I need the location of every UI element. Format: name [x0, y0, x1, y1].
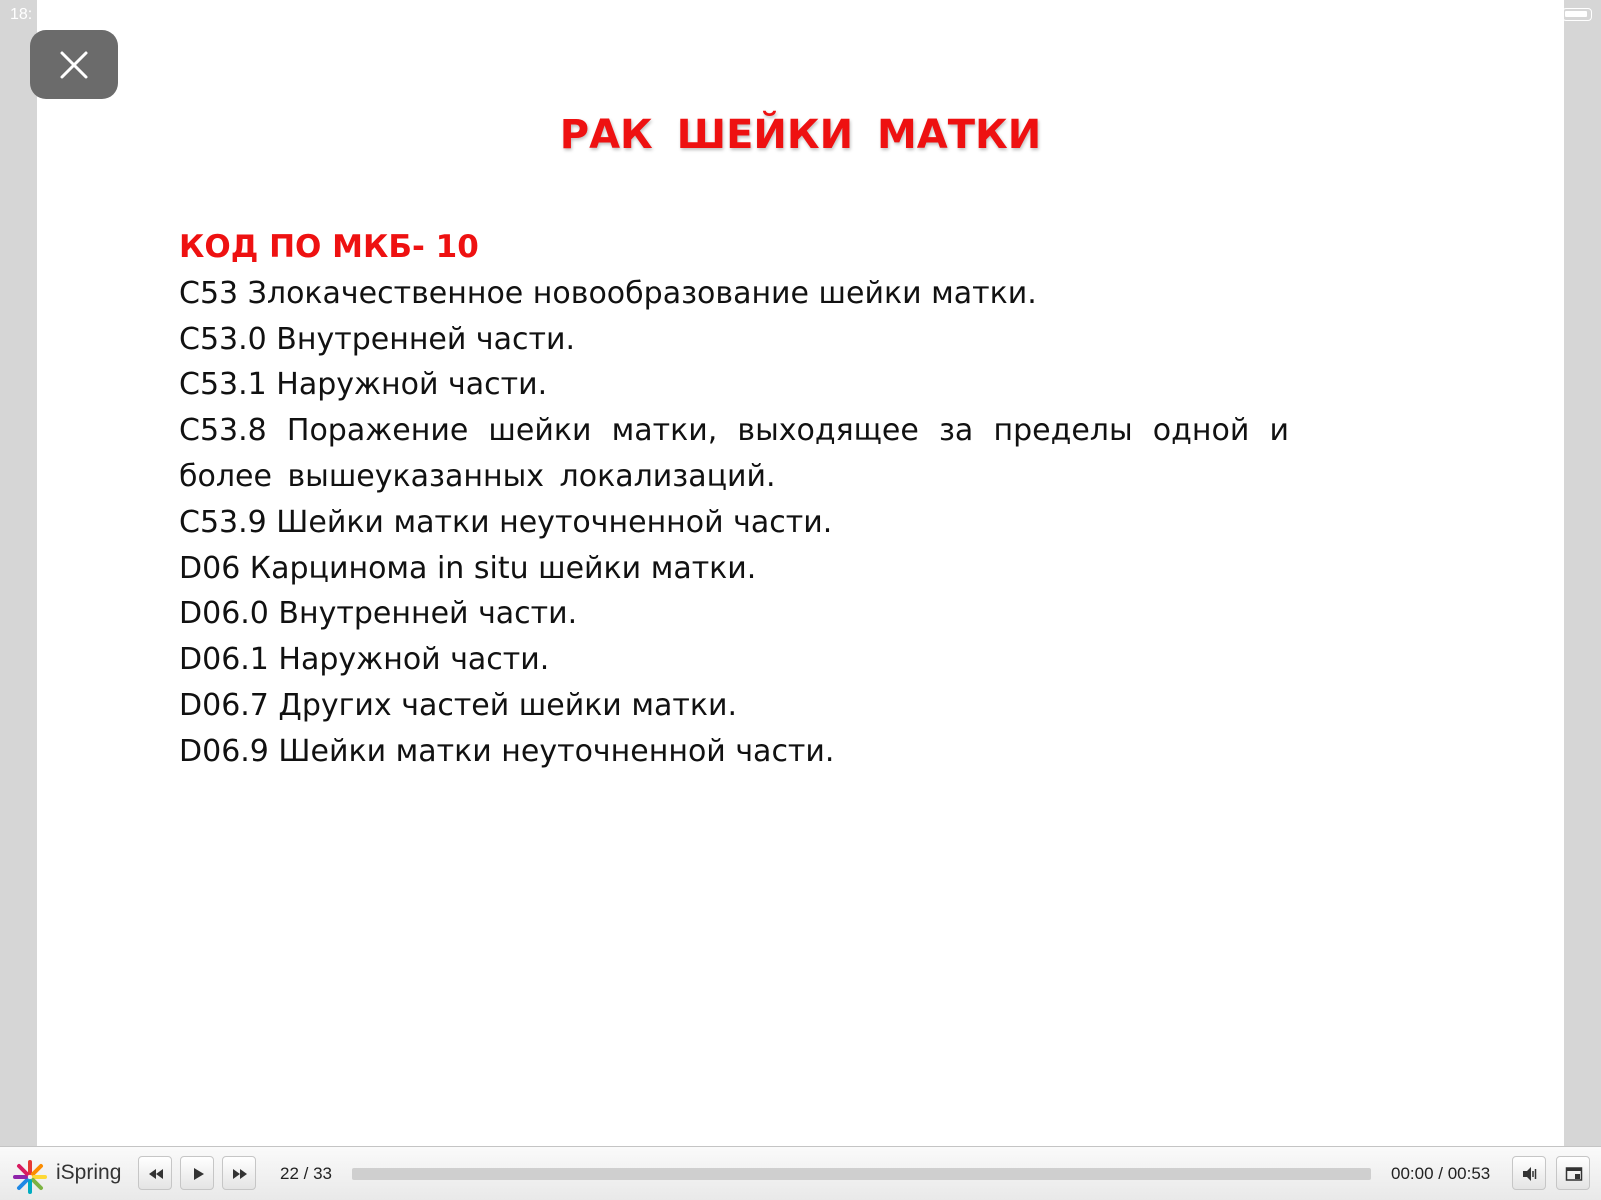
code-heading: КОД ПО МКБ- 10 — [179, 229, 479, 265]
volume-button[interactable] — [1512, 1156, 1546, 1190]
player-toolbar — [0, 1146, 1601, 1200]
ispring-logo-icon — [12, 1159, 48, 1195]
battery-icon — [1562, 8, 1592, 21]
status-time: 18: — [10, 6, 33, 23]
ispring-logo-text: iSpring — [56, 1161, 122, 1184]
code-line-d06: D06 Карцинома in situ шейки матки. — [179, 550, 757, 586]
play-icon — [189, 1165, 207, 1183]
code-line-c53-8: С53.8 Поражение шейки матки, выходящее за пределы одной и более вышеуказанных локализаций. — [179, 413, 1289, 494]
play-button[interactable] — [180, 1156, 214, 1190]
code-line-d06-0: D06.0 Внутренней части. — [179, 596, 578, 632]
progress-bar[interactable] — [352, 1168, 1371, 1180]
layout-toggle-icon — [1565, 1165, 1583, 1183]
code-line-c53-0: С53.0 Внутренней части. — [179, 321, 576, 357]
slide-content — [179, 225, 1289, 775]
code-line-d06-7: D06.7 Других частей шейки матки. — [179, 687, 737, 723]
code-line-d06-9: D06.9 Шейки матки неуточненной части. — [179, 733, 835, 769]
code-line-c53: С53 Злокачественное новообразование шейки матки. — [179, 275, 1037, 311]
rewind-icon — [147, 1165, 165, 1183]
layout-toggle-button[interactable] — [1556, 1156, 1590, 1190]
time-readout: 00:00 / 00:53 — [1391, 1164, 1491, 1183]
next-slide-button[interactable] — [222, 1156, 256, 1190]
slide-canvas — [37, 0, 1564, 1146]
code-line-c53-1: С53.1 Наружной части. — [179, 367, 548, 403]
slide-counter: 22 / 33 — [280, 1164, 332, 1183]
fast-forward-icon — [231, 1165, 249, 1183]
volume-icon — [1521, 1165, 1539, 1183]
close-button[interactable] — [30, 30, 118, 99]
close-icon — [59, 50, 89, 80]
code-line-d06-1: D06.1 Наружной части. — [179, 642, 550, 678]
previous-slide-button[interactable] — [138, 1156, 172, 1190]
code-line-c53-9: С53.9 Шейки матки неуточненной части. — [179, 504, 833, 540]
slide-title: РАК ШЕЙКИ МАТКИ — [559, 112, 1042, 158]
